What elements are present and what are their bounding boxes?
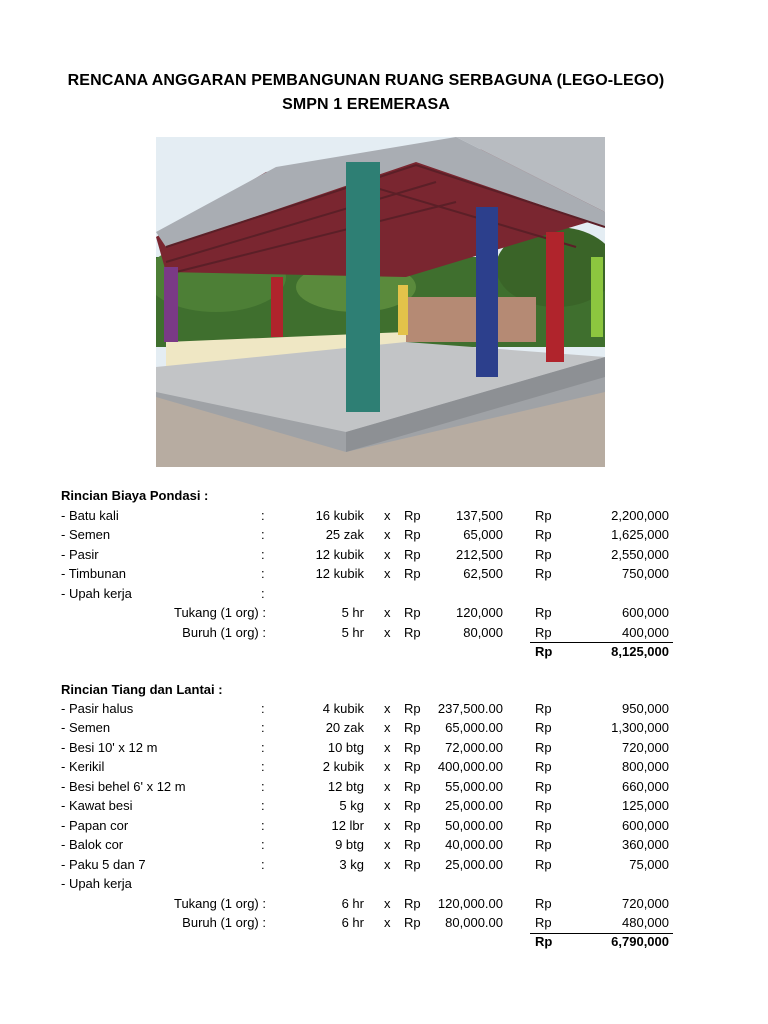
item-name: Tukang (1 org) : [173,605,266,620]
colon: : [261,779,265,794]
unit-price: 40,000.00 [445,837,503,852]
line-total: 125,000 [622,798,669,813]
line-total: 2,200,000 [611,508,669,523]
labor-row [0,915,768,933]
currency-label: Rp [404,508,421,523]
line-total: 600,000 [622,818,669,833]
currency-label: Rp [535,857,552,872]
labor-row [0,625,768,643]
currency-label: Rp [535,818,552,833]
item-name: - Timbunan [61,566,127,581]
multiply-sign: x [384,759,391,774]
line-total: 400,000 [622,625,669,640]
colon: : [261,857,265,872]
table-row [0,818,768,836]
labor-row [0,896,768,914]
item-name: - Pasir [61,547,99,562]
section-title-pondasi: Rincian Biaya Pondasi : [61,488,209,503]
table-row [0,759,768,777]
currency-label: Rp [404,527,421,542]
currency-label: Rp [535,547,552,562]
colon: : [261,720,265,735]
table-row [0,701,768,719]
table-row [0,586,768,604]
currency-label: Rp [535,740,552,755]
item-name: - Paku 5 dan 7 [61,857,146,872]
labor-row [0,605,768,623]
table-row [0,566,768,584]
currency-label: Rp [535,934,553,949]
currency-label: Rp [535,759,552,774]
line-total: 600,000 [622,605,669,620]
line-total: 360,000 [622,837,669,852]
item-name: - Upah kerja [61,586,132,601]
currency-label: Rp [535,644,553,659]
quantity: 4 kubik [322,701,364,716]
unit-price: 50,000.00 [445,818,503,833]
currency-label: Rp [404,857,421,872]
unit-price: 80,000 [463,625,503,640]
line-total: 75,000 [629,857,669,872]
currency-label: Rp [404,625,421,640]
table-row [0,547,768,565]
table-row [0,798,768,816]
quantity: 2 kubik [322,759,364,774]
multiply-sign: x [384,527,391,542]
currency-label: Rp [535,896,552,911]
currency-label: Rp [535,566,552,581]
currency-label: Rp [404,740,421,755]
currency-label: Rp [404,759,421,774]
line-total: 750,000 [622,566,669,581]
document-subtitle: SMPN 1 EREMERASA [282,96,450,113]
colon: : [261,566,265,581]
item-name: Buruh (1 org) : [182,625,266,640]
item-name: - Kawat besi [61,798,133,813]
colon: : [261,818,265,833]
currency-label: Rp [535,779,552,794]
multiply-sign: x [384,701,391,716]
quantity: 12 lbr [331,818,364,833]
currency-label: Rp [535,720,552,735]
item-name: - Besi 10' x 12 m [61,740,158,755]
line-total: 480,000 [622,915,669,930]
line-total: 1,300,000 [611,720,669,735]
currency-label: Rp [404,798,421,813]
currency-label: Rp [535,701,552,716]
quantity: 10 btg [327,740,364,755]
table-row [0,740,768,758]
line-total: 950,000 [622,701,669,716]
document-title: RENCANA ANGGARAN PEMBANGUNAN RUANG SERBAGUNA (LEGO-LEGO) [67,72,665,89]
item-name: - Balok cor [61,837,124,852]
unit-price: 65,000 [463,527,503,542]
currency-label: Rp [404,896,421,911]
item-name: Tukang (1 org) : [173,896,266,911]
currency-label: Rp [404,701,421,716]
unit-price: 25,000.00 [445,798,503,813]
currency-label: Rp [535,915,552,930]
unit-price: 62,500 [463,566,503,581]
quantity: 12 kubik [315,566,364,581]
currency-label: Rp [535,798,552,813]
multiply-sign: x [384,818,391,833]
unit-price: 120,000.00 [437,896,503,911]
line-total: 6,790,000 [611,934,669,949]
line-total: 720,000 [622,896,669,911]
colon: : [261,837,265,852]
item-name: - Semen [61,720,111,735]
quantity: 3 kg [339,857,364,872]
currency-label: Rp [404,566,421,581]
table-row [0,876,768,894]
quantity: 5 kg [339,798,364,813]
colon: : [261,701,265,716]
currency-label: Rp [535,837,552,852]
colon: : [261,527,265,542]
quantity: 6 hr [341,915,364,930]
colon: : [261,547,265,562]
unit-price: 237,500.00 [437,701,503,716]
item-name: Buruh (1 org) : [182,915,266,930]
quantity: 25 zak [325,527,364,542]
currency-label: Rp [535,527,552,542]
currency-label: Rp [404,837,421,852]
table-row [0,779,768,797]
table-row [0,837,768,855]
currency-label: Rp [404,818,421,833]
colon: : [261,759,265,774]
currency-label: Rp [404,720,421,735]
currency-label: Rp [535,625,552,640]
section-title-tiang-lantai: Rincian Tiang dan Lantai : [61,682,223,697]
line-total: 660,000 [622,779,669,794]
unit-price: 72,000.00 [445,740,503,755]
multiply-sign: x [384,547,391,562]
line-total: 8,125,000 [611,644,669,659]
table-row [0,857,768,875]
multiply-sign: x [384,508,391,523]
item-name: - Batu kali [61,508,119,523]
colon: : [261,798,265,813]
currency-label: Rp [404,605,421,620]
line-total: 800,000 [622,759,669,774]
colon: : [261,740,265,755]
item-name: - Papan cor [61,818,129,833]
multiply-sign: x [384,566,391,581]
currency-label: Rp [535,508,552,523]
multiply-sign: x [384,720,391,735]
multiply-sign: x [384,915,391,930]
item-name: - Besi behel 6' x 12 m [61,779,186,794]
unit-price: 212,500 [456,547,503,562]
table-row [0,720,768,738]
multiply-sign: x [384,798,391,813]
unit-price: 80,000.00 [445,915,503,930]
unit-price: 137,500 [456,508,503,523]
multiply-sign: x [384,740,391,755]
quantity: 16 kubik [315,508,364,523]
quantity: 12 btg [327,779,364,794]
line-total: 2,550,000 [611,547,669,562]
quantity: 5 hr [341,625,364,640]
subtotal-rule-tiang-lantai [530,933,673,934]
quantity: 9 btg [335,837,364,852]
unit-price: 65,000.00 [445,720,503,735]
item-name: - Upah kerja [61,876,132,891]
multiply-sign: x [384,779,391,794]
subtotal-row [0,644,768,662]
table-row [0,527,768,545]
item-name: - Kerikil [61,759,105,774]
currency-label: Rp [404,547,421,562]
multiply-sign: x [384,896,391,911]
pavilion-photo [156,137,605,467]
multiply-sign: x [384,857,391,872]
quantity: 6 hr [341,896,364,911]
currency-label: Rp [404,779,421,794]
subtotal-row [0,934,768,952]
unit-price: 120,000 [456,605,503,620]
currency-label: Rp [404,915,421,930]
currency-label: Rp [535,605,552,620]
subtotal-rule-pondasi [530,642,673,643]
table-row [0,508,768,526]
multiply-sign: x [384,625,391,640]
multiply-sign: x [384,605,391,620]
quantity: 5 hr [341,605,364,620]
quantity: 12 kubik [315,547,364,562]
multiply-sign: x [384,837,391,852]
colon: : [261,586,265,601]
unit-price: 55,000.00 [445,779,503,794]
line-total: 1,625,000 [611,527,669,542]
item-name: - Pasir halus [61,701,134,716]
item-name: - Semen [61,527,111,542]
colon: : [261,508,265,523]
unit-price: 400,000.00 [437,759,503,774]
line-total: 720,000 [622,740,669,755]
unit-price: 25,000.00 [445,857,503,872]
quantity: 20 zak [325,720,364,735]
